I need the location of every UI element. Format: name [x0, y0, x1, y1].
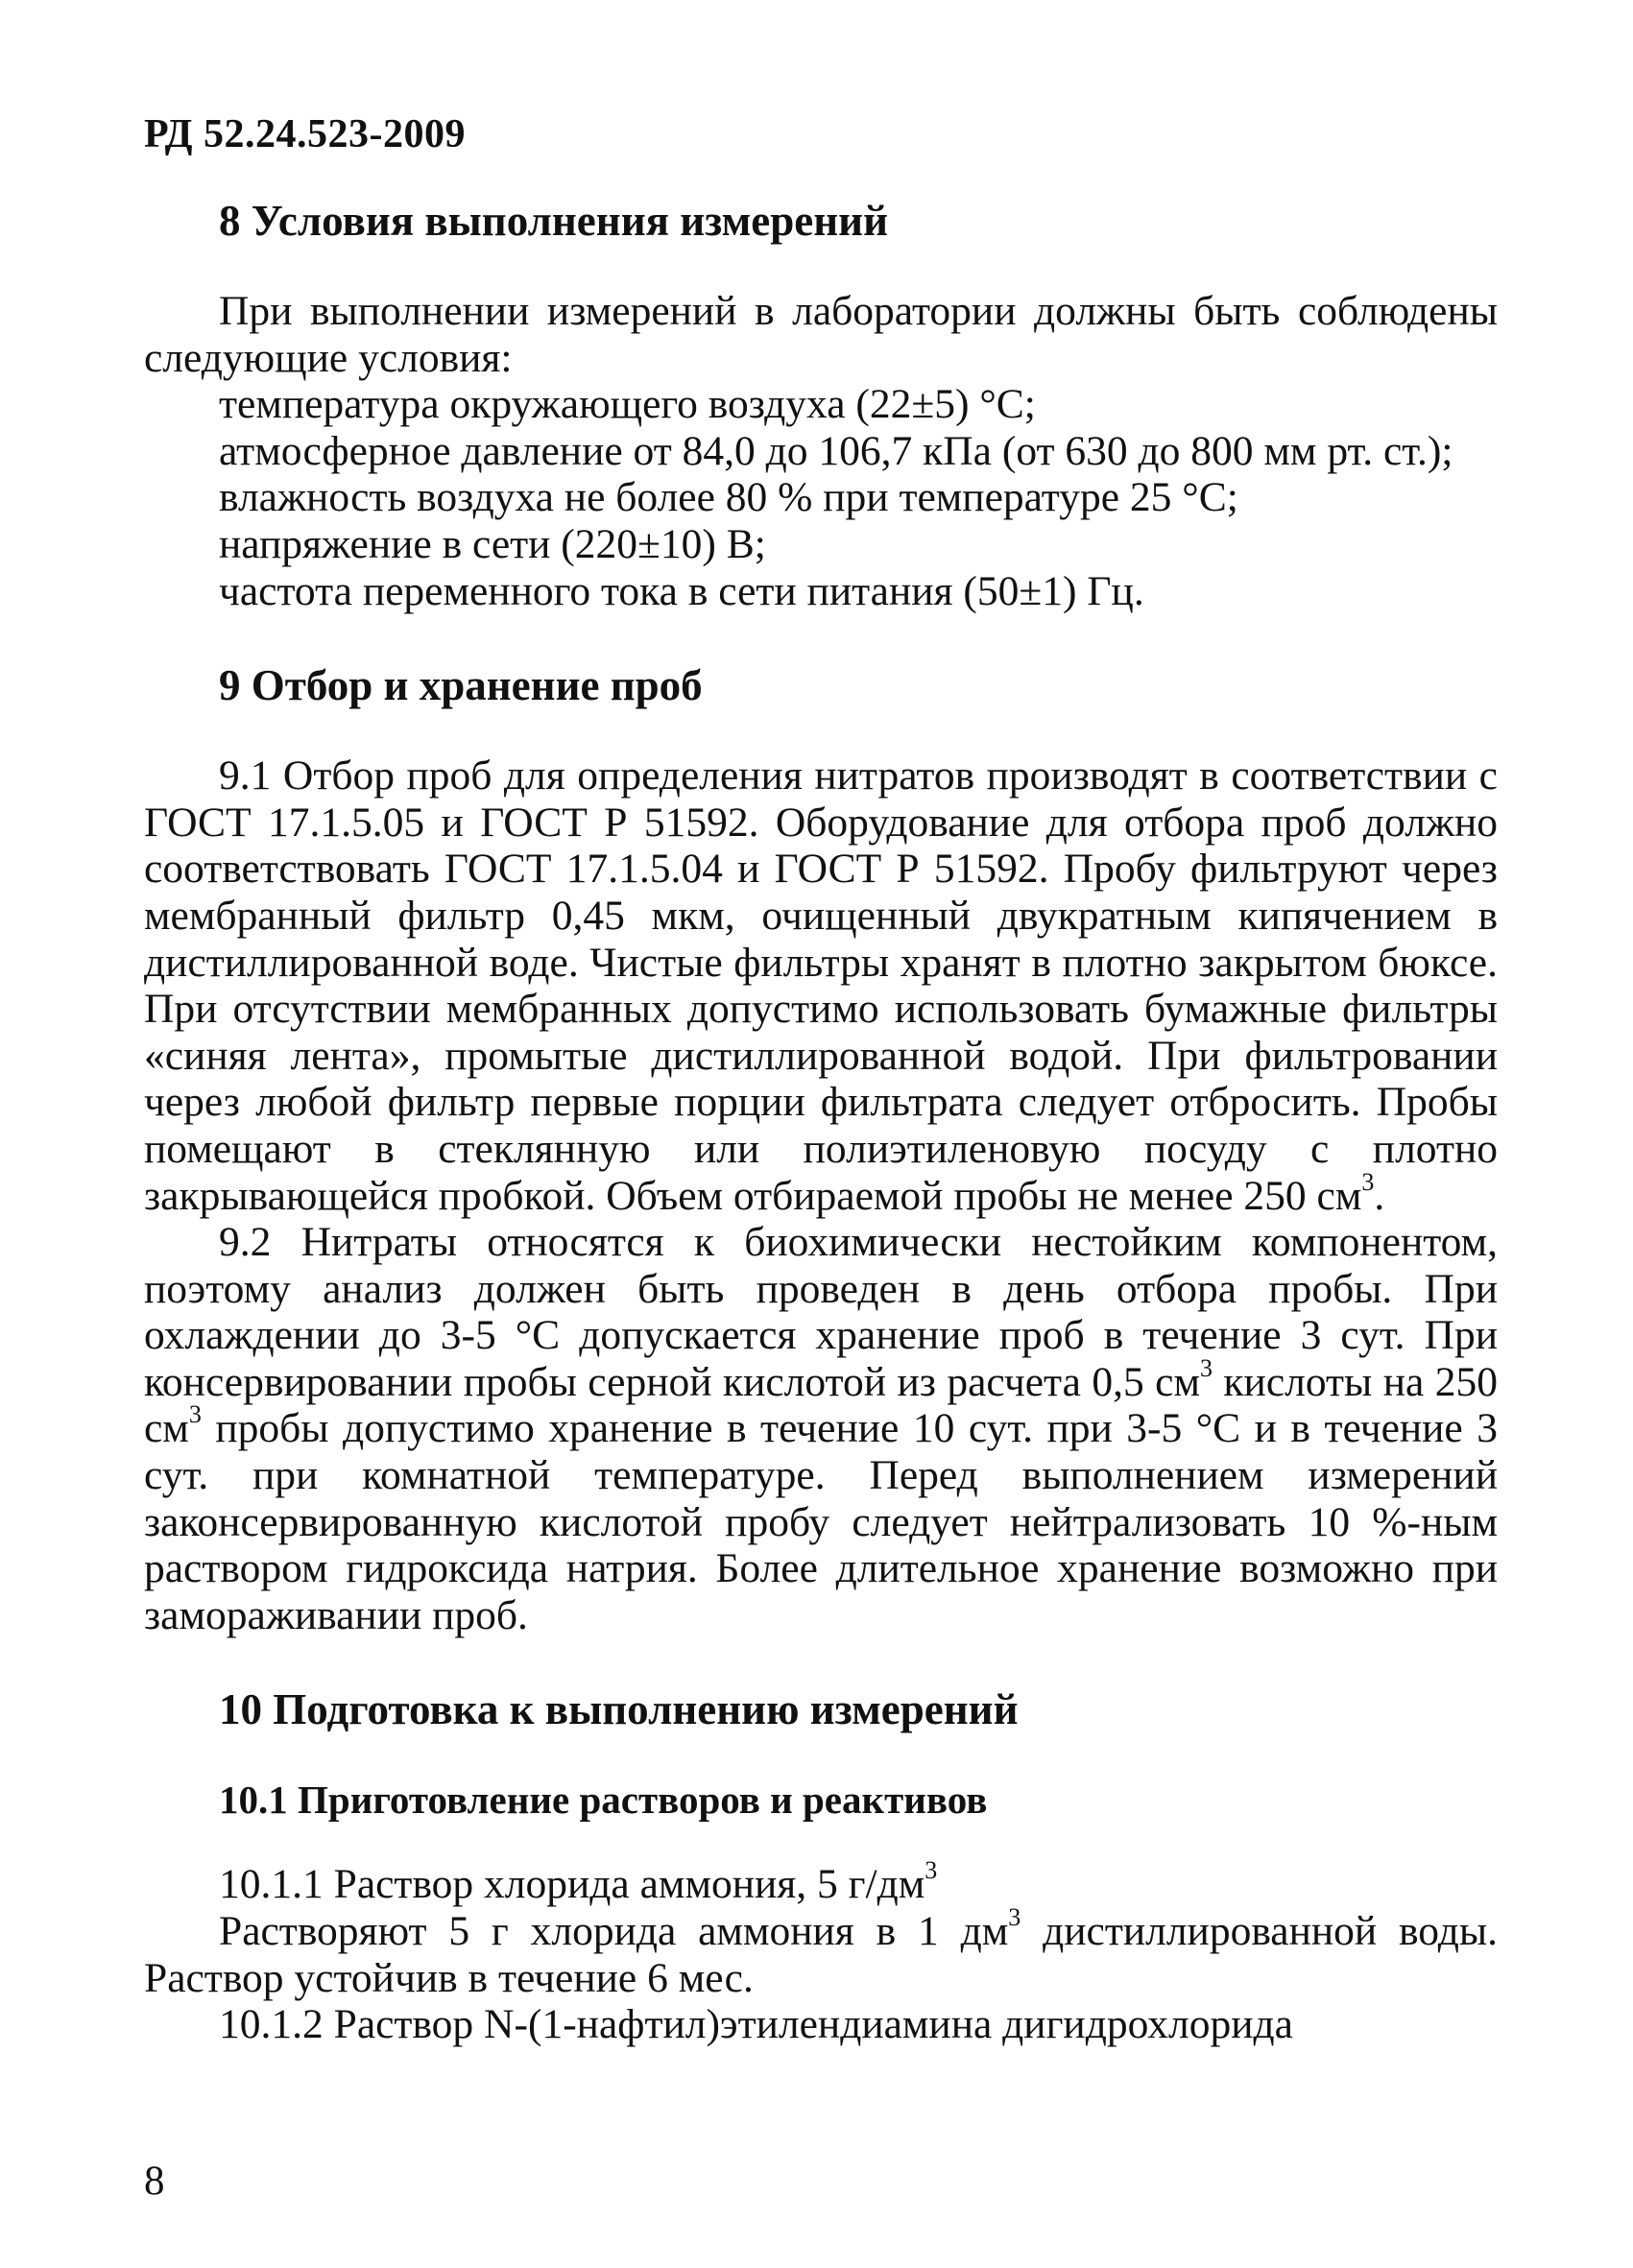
page-number: 8 — [144, 2159, 165, 2204]
paragraph-9-1-text: 9.1 Отбор проб для определения нитратов производят в соответствии с ГОСТ 17.1.5.05 и ГОСТ Р 51592. Оборудование для отбора проб должно соответствовать ГОСТ 17.1.5.04 и ГОСТ Р 51592. Пробу фильтруют через мембранный фильтр 0,45 мкм, очищенный двукратным кипячением в дистиллированной воде. Чистые фильтры хранят в плотно закрытом бюксе. При отсутствии мембранных допустимо использовать бумажные фильтры «синяя лента», промытые дистиллированной водой. При фильтровании через любой фильтр первые порции фильтрата следует отбросить. Пробы помещают в стеклянную или полиэтиленовую посуду с плотно закрывающейся пробкой. Объем отбираемой пробы не менее 250 см — [144, 752, 1498, 1219]
superscript-3: 3 — [1361, 1167, 1375, 1196]
subsection-10-1-heading: 10.1 Приготовление растворов и реактивов — [219, 1778, 988, 1823]
document-code-header: РД 52.24.523-2009 — [144, 112, 467, 156]
condition-voltage: напряжение в сети (220±10) В; — [219, 520, 766, 567]
paragraph-9-2-text-b: кислоты на 250 см — [144, 1358, 1498, 1452]
section-8-intro: При выполнении измерений в лаборатории должны быть соблюдены следующие условия: — [144, 288, 1498, 381]
document-body — [144, 192, 1498, 2048]
section-8-heading: 8 Условия выполнения измерений — [219, 197, 888, 245]
condition-humidity: влажность воздуха не более 80 % при температуре 25 °С; — [219, 474, 1238, 521]
item-10-1-1-text — [144, 1903, 1498, 2001]
section-9-heading: 9 Отбор и хранение проб — [219, 661, 703, 710]
paragraph-9-2-text-a: 9.2 Нитраты относятся к биохимически нестойким компонентом, поэтому анализ должен быть проведен в день отбора пробы. При охлаждении до 3-5 °С допускается хранение проб в течение 3 сут. При консервировании пробы серной кислотой из расчета 0,5 см — [144, 1219, 1498, 1405]
section-10-heading: 10 Подготовка к выполнению измерений — [219, 1685, 1019, 1734]
superscript-3: 3 — [1199, 1353, 1213, 1382]
paragraph-9-2-text-c: пробы допустимо хранение в течение 10 сут. при 3-5 °С и в течение 3 сут. при комнатной температуре. Перед выполнением измерений законсервированную кислотой пробу следует нейтрализовать 10 %-ным раствором гидроксида натрия. Более длительное хранение возможно при замораживании проб. — [144, 1405, 1498, 1638]
item-10-1-1-title-text: 10.1.1 Раствор хлорида аммония, 5 г/дм — [219, 1861, 925, 1908]
superscript-3: 3 — [1008, 1903, 1021, 1932]
paragraph-9-1 — [144, 752, 1498, 1219]
item-10-1-1-text-a: Растворяют 5 г хлорида аммония в 1 дм — [219, 1908, 1009, 1955]
paragraph-9-2 — [144, 1219, 1498, 1638]
superscript-3: 3 — [188, 1400, 202, 1429]
superscript-3: 3 — [925, 1856, 938, 1885]
condition-temperature: температура окружающего воздуха (22±5) °С; — [219, 381, 1036, 428]
item-10-1-1-text-b: дистиллированной воды. Раствор устойчив в течение 6 мес. — [144, 1908, 1498, 2001]
condition-pressure: атмосферное давление от 84,0 до 106,7 кПа (от 630 до 800 мм рт. ст.); — [219, 427, 1453, 474]
item-10-1-2-title: 10.1.2 Раствор N-(1-нафтил)этилендиамина дигидрохлорида — [219, 2001, 1293, 2048]
paragraph-9-1-end: . — [1374, 1172, 1385, 1219]
condition-frequency: частота переменного тока в сети питания (50±1) Гц. — [219, 567, 1144, 614]
item-10-1-1-title — [219, 1856, 1498, 1908]
